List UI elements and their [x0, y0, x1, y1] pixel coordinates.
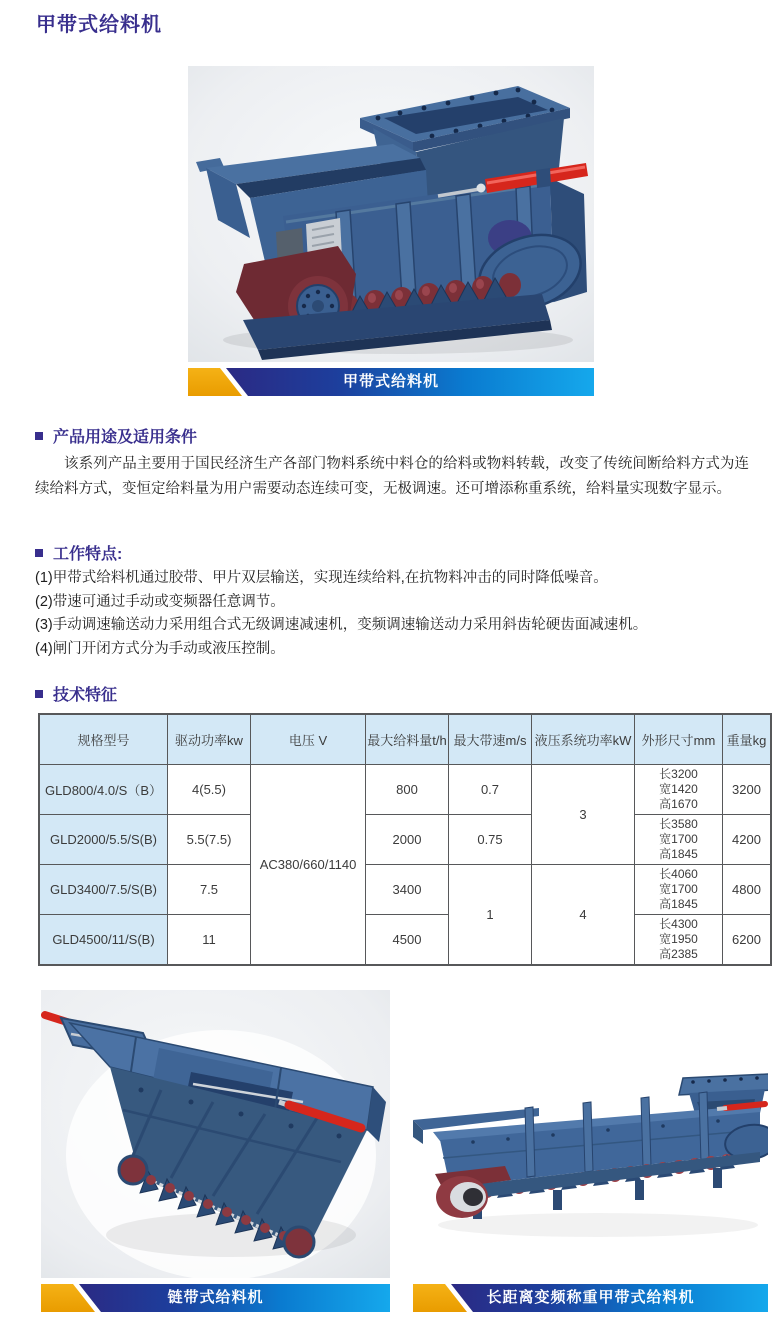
caption-banner-chain: [41, 1284, 390, 1312]
col-header-model: 规格型号: [39, 714, 168, 764]
main-product-figure: [188, 66, 594, 396]
feature-item: (4)闸门开闭方式分为手动或液压控制。: [35, 640, 285, 657]
banner-caption: 甲带式给料机: [342, 373, 439, 390]
square-bullet-icon: [35, 690, 43, 698]
model-cell: GLD2000/5.5/S(B): [39, 814, 168, 864]
model-cell: GLD800/4.0/S（B）: [39, 764, 168, 814]
dims-cell: 长4300 宽1950 高2385: [635, 914, 723, 965]
dims-cell: 长3580 宽1700 高1845: [635, 814, 723, 864]
dims-cell: 长4060 宽1700 高1845: [635, 864, 723, 914]
feature-item: (2)带速可通过手动或变频器任意调节。: [35, 593, 285, 610]
col-header-voltage: 电压 V: [251, 714, 366, 764]
power-cell: 4(5.5): [168, 764, 251, 814]
feed-cell: 800: [366, 764, 449, 814]
feed-cell: 4500: [366, 914, 449, 965]
weight-cell: 6200: [723, 914, 772, 965]
chain-feeder-figure: [41, 990, 390, 1312]
spec-row: [39, 864, 771, 914]
banner-caption: 链带式给料机: [167, 1289, 264, 1306]
weight-cell: 3200: [723, 764, 772, 814]
armored-belt-feeder-illustration: [188, 66, 594, 362]
section-features-header: [35, 541, 122, 564]
long-feeder-figure: [413, 990, 768, 1312]
specs-header-row: [39, 714, 771, 764]
col-header-feed: 最大给料量t/h: [366, 714, 449, 764]
banner-caption: 长距离变频称重甲带式给料机: [486, 1289, 695, 1306]
square-bullet-icon: [35, 432, 43, 440]
long-distance-feeder-illustration: [413, 990, 768, 1278]
feed-cell: 3400: [366, 864, 449, 914]
feature-item: (3)手动调速输送动力采用组合式无级调速减速机，变频调速输送动力采用斜齿轮硬齿面减速机。: [35, 617, 648, 633]
caption-banner-long: [413, 1284, 768, 1312]
speed-cell: 1: [449, 864, 532, 965]
caption-banner-main: [188, 368, 594, 396]
spec-row: [39, 914, 771, 965]
specs-table: [38, 713, 772, 966]
section-specs-title: 技术特征: [53, 687, 118, 704]
power-cell: 11: [168, 914, 251, 965]
model-cell: GLD4500/11/S(B): [39, 914, 168, 965]
main-feeder-image: [188, 66, 594, 362]
section-usage-header: [35, 424, 197, 447]
section-usage-title: 产品用途及适用条件: [53, 429, 198, 446]
col-header-dims: 外形尺寸mm: [635, 714, 723, 764]
feature-list: [35, 567, 735, 661]
col-header-power: 驱动功率kw: [168, 714, 251, 764]
col-header-weight: 重量kg: [723, 714, 772, 764]
speed-cell: 0.75: [449, 814, 532, 864]
spec-row: [39, 764, 771, 814]
usage-paragraph: 该系列产品主要用于国民经济生产各部门物料系统中料仓的给料或物料转载，改变了传统间断给料方式为连续给料方式，变恒定给料量为用户需要动态连续可变，无极调速。还可增添称重系统，给料量实现数字显示。: [35, 456, 749, 497]
weight-cell: 4200: [723, 814, 772, 864]
col-header-speed: 最大带速m/s: [449, 714, 532, 764]
model-cell: GLD3400/7.5/S(B): [39, 864, 168, 914]
chain-feeder-image: [41, 990, 390, 1278]
square-bullet-icon: [35, 549, 43, 557]
power-cell: 5.5(7.5): [168, 814, 251, 864]
section-specs-header: [35, 682, 117, 705]
page-title: 甲带式给料机: [36, 14, 162, 36]
power-cell: 7.5: [168, 864, 251, 914]
col-header-hydraulic: 液压系统功率kW: [532, 714, 635, 764]
speed-cell: 0.7: [449, 764, 532, 814]
section-features-title: 工作特点:: [53, 546, 123, 563]
feed-cell: 2000: [366, 814, 449, 864]
voltage-cell: AC380/660/1140: [251, 764, 366, 965]
hydraulic-cell: 3: [532, 764, 635, 864]
feature-item: (1)甲带式给料机通过胶带、甲片双层输送，实现连续给料,在抗物料冲击的同时降低噪音。: [35, 570, 608, 586]
weight-cell: 4800: [723, 864, 772, 914]
spec-row: [39, 814, 771, 864]
chain-belt-feeder-illustration: [41, 990, 390, 1278]
long-feeder-image: [413, 990, 768, 1278]
hydraulic-cell: 4: [532, 864, 635, 965]
dims-cell: 长3200 宽1420 高1670: [635, 764, 723, 814]
